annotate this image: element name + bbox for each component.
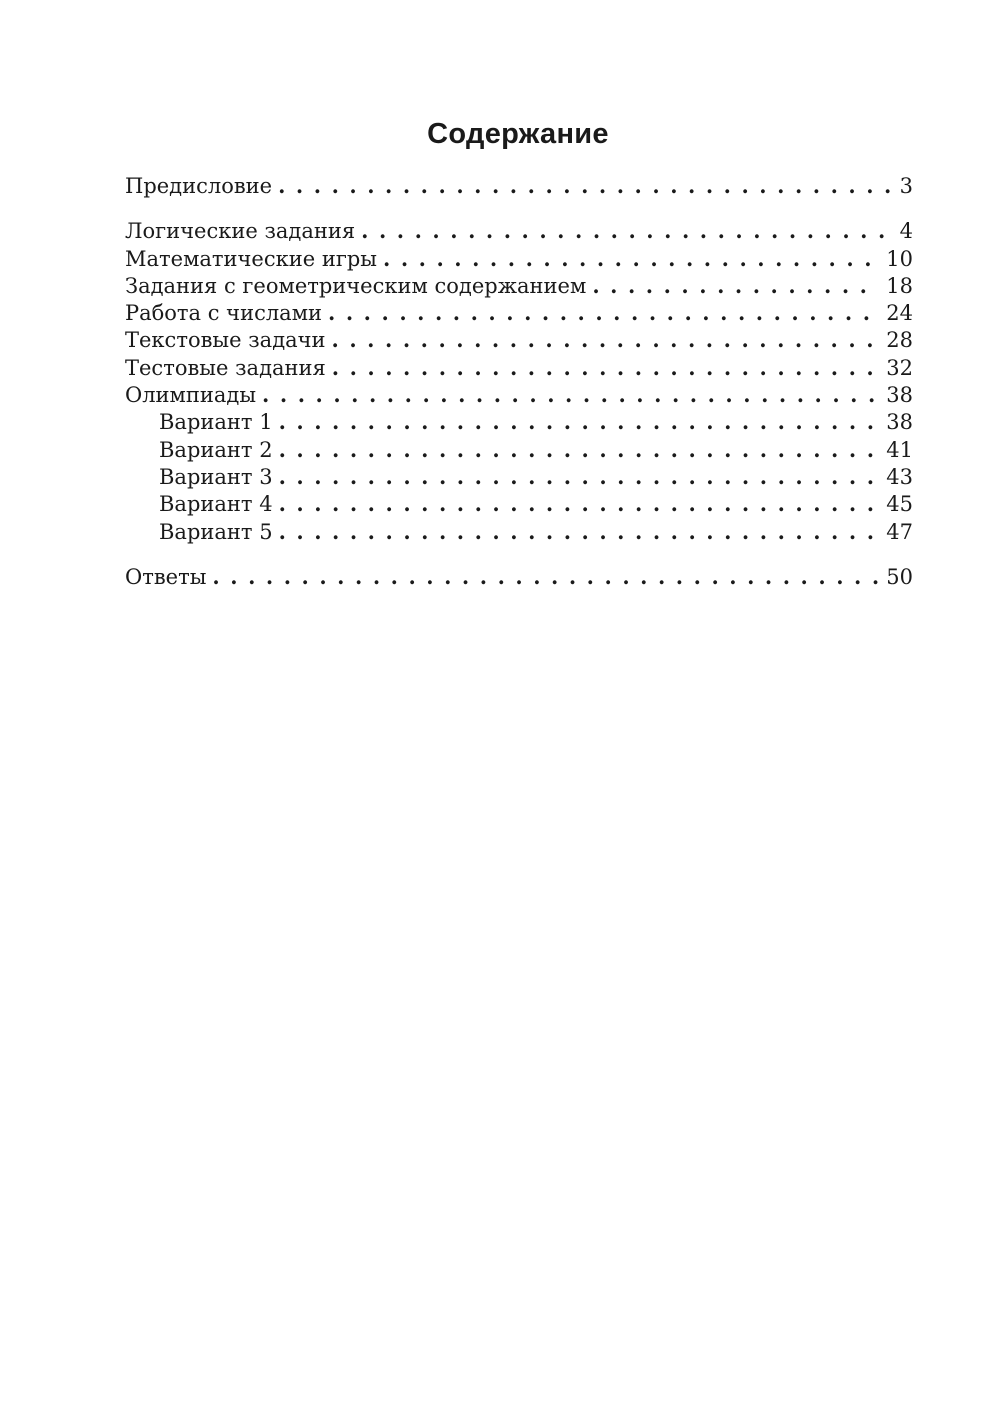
toc-entry-page-number: 18 xyxy=(886,273,913,298)
toc-entry-page-number: 41 xyxy=(886,437,913,462)
dot-leader xyxy=(279,518,879,546)
toc-entry-variant-1 xyxy=(125,408,913,435)
dot-leader xyxy=(279,463,879,491)
toc-entry-logic-tasks xyxy=(125,217,913,244)
toc-entry-word-problems xyxy=(125,326,913,353)
dot-leader xyxy=(278,172,892,200)
toc-entry-test-tasks xyxy=(125,354,913,381)
dot-leader xyxy=(279,436,879,464)
toc-entry-olympiads xyxy=(125,381,913,408)
toc-entry-label: Вариант 4 xyxy=(159,492,273,517)
toc-entry-variant-3 xyxy=(125,463,913,490)
toc-entry-label: Математические игры xyxy=(125,246,377,271)
toc-entry-label: Ответы xyxy=(125,564,207,589)
toc-entry-page-number: 47 xyxy=(886,519,913,544)
toc-entry-geometry-tasks xyxy=(125,272,913,299)
toc-entry-label: Вариант 2 xyxy=(159,437,273,462)
toc-entry-label: Предисловие xyxy=(125,174,273,198)
toc-entry-preface xyxy=(125,172,913,199)
table-of-contents xyxy=(125,172,913,590)
toc-entry-label: Задания с геометрическим содержанием xyxy=(125,273,587,298)
dot-leader xyxy=(332,354,879,382)
dot-leader xyxy=(361,217,891,245)
toc-entry-variant-5 xyxy=(125,518,913,545)
toc-entry-variant-2 xyxy=(125,436,913,463)
toc-entry-math-games xyxy=(125,245,913,272)
toc-entry-label: Олимпиады xyxy=(125,383,257,408)
toc-entry-page-number: 32 xyxy=(886,355,913,380)
toc-entry-page-number: 4 xyxy=(899,219,913,244)
toc-entry-variant-4 xyxy=(125,490,913,517)
toc-entry-page-number: 38 xyxy=(886,410,913,435)
toc-entry-page-number: 38 xyxy=(886,383,913,408)
toc-entry-page-number: 10 xyxy=(886,246,913,271)
toc-entry-page-number: 3 xyxy=(899,174,913,198)
toc-entry-label: Вариант 3 xyxy=(159,464,273,489)
toc-entry-numbers xyxy=(125,299,913,326)
toc-entry-page-number: 28 xyxy=(886,328,913,353)
toc-entry-label: Вариант 5 xyxy=(159,519,273,544)
dot-leader xyxy=(262,381,878,409)
toc-entry-page-number: 43 xyxy=(886,464,913,489)
toc-entry-label: Текстовые задачи xyxy=(125,328,326,353)
toc-entry-label: Тестовые задания xyxy=(125,355,326,380)
dot-leader xyxy=(279,490,879,518)
toc-entry-label: Логические задания xyxy=(125,219,356,244)
dot-leader xyxy=(592,272,878,300)
toc-entry-page-number: 45 xyxy=(886,492,913,517)
dot-leader xyxy=(279,408,879,436)
page-title: Содержание xyxy=(427,118,609,150)
toc-entry-page-number: 24 xyxy=(886,301,913,326)
dot-leader xyxy=(383,245,878,273)
toc-entry-page-number: 50 xyxy=(886,564,913,589)
dot-leader xyxy=(332,326,879,354)
toc-entry-answers xyxy=(125,563,913,590)
dot-leader xyxy=(212,563,878,591)
toc-entry-label: Вариант 1 xyxy=(159,410,273,435)
dot-leader xyxy=(328,299,878,327)
toc-entry-label: Работа с числами xyxy=(125,301,323,326)
